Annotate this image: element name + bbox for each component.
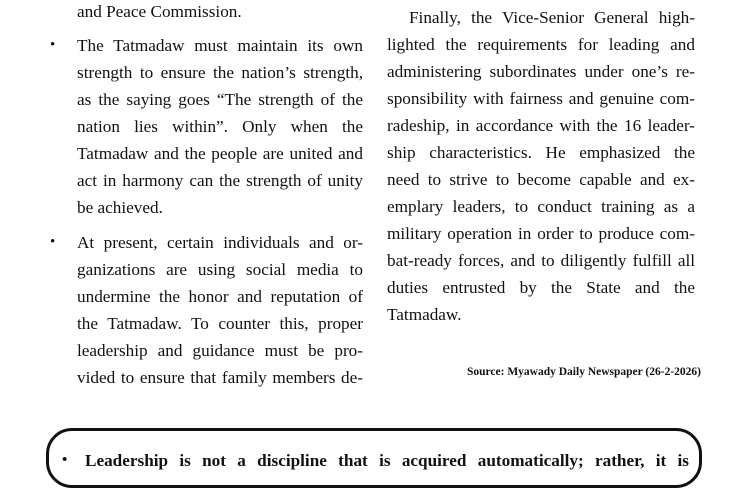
bullet-icon: •: [62, 452, 68, 468]
text-line: be achieved.: [77, 198, 163, 217]
source-citation: Source: Myawady Daily Newspaper (26-2-2026): [466, 366, 701, 378]
text-line: the Tatmadaw. To counter this, proper: [77, 314, 363, 333]
text-line: leadership and guidance must be pro-: [77, 341, 363, 360]
text-line: sponsibility with fairness and genuine com-: [387, 89, 695, 108]
bullet-icon: •: [50, 37, 56, 53]
text-line: act in harmony can the strength of unity: [77, 171, 363, 190]
text-line: The Tatmadaw must maintain its own: [77, 36, 363, 55]
text-line: Finally, the Vice-Senior General high-: [409, 8, 695, 27]
text-line: lighted the requirements for leading and: [387, 35, 695, 54]
continued-paragraph-line: and Peace Commission.: [77, 2, 242, 21]
text-line: vided to ensure that family members de-: [77, 368, 363, 387]
text-line: strength to ensure the nation’s strength,: [77, 63, 363, 82]
text-line: Tatmadaw and the people are united and: [77, 144, 363, 163]
text-line: nation lies within”. Only when the: [77, 117, 363, 136]
text-line: emplary leaders, to conduct training as a: [387, 197, 695, 216]
text-line: ganizations are using social media to: [77, 260, 363, 279]
text-line: radeship, in accordance with the 16 leader-: [387, 116, 695, 135]
callout-text-line: Leadership is not a discipline that is acquired automatically; rather, it is: [85, 451, 689, 470]
text-line: military operation in order to produce com-: [387, 224, 695, 243]
text-line: administering subordinates under one’s re-: [387, 62, 695, 81]
bullet-icon: •: [50, 234, 56, 250]
text-line: ship characteristics. He emphasized the: [387, 143, 695, 162]
text-line: At present, certain individuals and or-: [77, 233, 363, 252]
callout-box: [46, 428, 702, 488]
text-line: bat-ready forces, and to diligently fulfill all: [387, 251, 695, 270]
text-line: duties entrusted by the State and the: [387, 278, 695, 297]
text-line: Tatmadaw.: [387, 305, 462, 324]
text-line: need to strive to become capable and ex-: [387, 170, 695, 189]
text-line: as the saying goes “The strength of the: [77, 90, 363, 109]
text-line: undermine the honor and reputation of: [77, 287, 363, 306]
